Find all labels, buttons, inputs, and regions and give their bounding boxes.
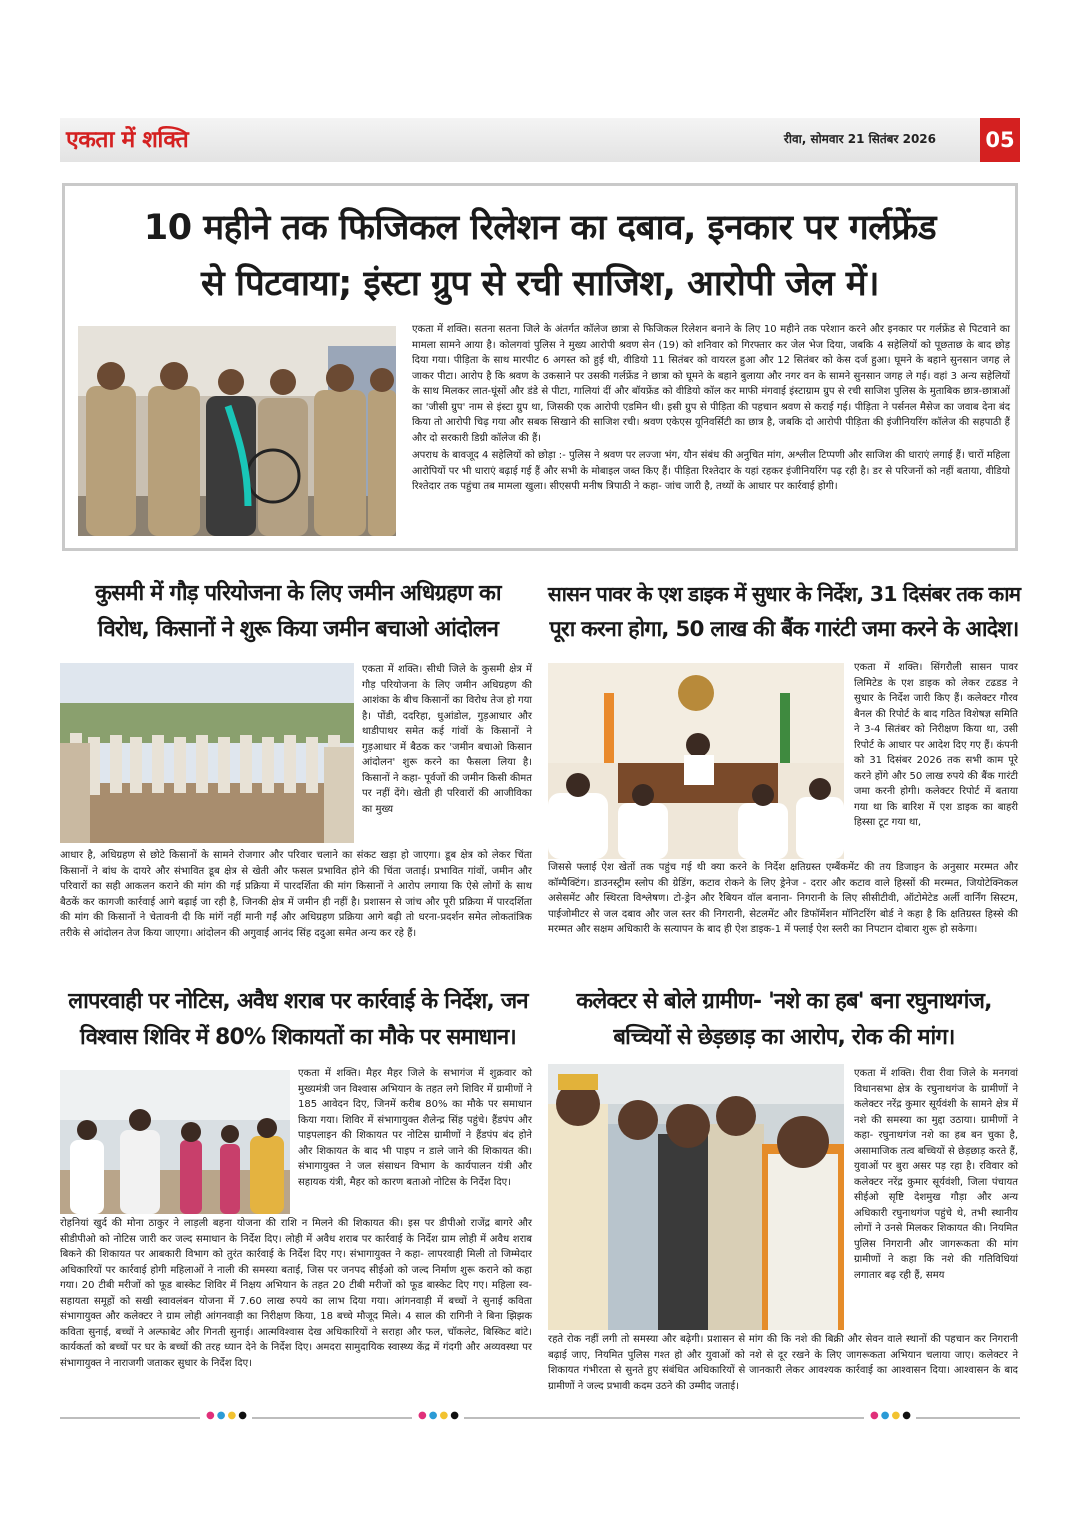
- maihar-side-text: एकता में शक्ति। मैहर मैहर जिले के सभागंज में शुक्रवार को मुख्यमंत्री जन विश्वास अभियान के तहत लगे शिविर में ग्रामीणों ने 185 आवेदन दिए, जिनमें करीब 80% का मौके पर समाधान किया गया। शिविर में संभागायुक्त शैलेन्द्र सिंह पहुंचे। हैंडपंप और पाइपलाइन की शिकायत पर नोटिस ग्रामीणों ने हैंडपंप बंद होने और शिकायत के बाद भी पाइप न डाले जाने की शिकायत की। संभागायुक्त ने जल संसाधन विभाग के कार्यपालन यंत्री और सहायक यंत्री, मैहर को कारण बताओ नोटिस के निर्देश दिए।: [298, 1068, 532, 1188]
- sasan-headline: [546, 576, 1022, 648]
- sasan-headline-line2: पूरा करना होगा, 50 लाख की बैंक गारंटी जमा करने के आदेश।: [549, 617, 1019, 642]
- lead-headline: [70, 200, 1010, 312]
- sasan-side-text: एकता में शक्ति। सिंगरौली सासन पावर लिमिटेड के एश डाइक को लेकर टढडड ने सुधार के निर्देश जारी किए हैं। कलेक्टर गौरव बैनल की रिपोर्ट के बाद गठित विशेषज्ञ समिति ने 3-4 सितंबर को निरीक्षण किया था, उसी रिपोर्ट के आधार पर आदेश दिए गए हैं। कंपनी को 31 दिसंबर 2026 तक सभी काम पूरे करने होंगे और 50 लाख रुपये की बैंक गारंटी जमा करनी होगी। कलेक्टर रिपोर्ट में बताया गया था कि बारिश में एश डाइक का बाहरी हिस्सा टूट गया था,: [854, 662, 1018, 828]
- footer-rule-mid-right: [464, 1417, 864, 1419]
- lead-story-body: [412, 322, 1010, 542]
- rewa-side-text: एकता में शक्ति। रीवा रीवा जिले के मनगवां विधानसभा क्षेत्र के रघुनाथगंज के ग्रामीणों ने कलेक्टर नरेंद्र कुमार सूर्यवंशी के सामने क्षेत्र में नशे की समस्या का मुद्दा उठाया। ग्रामीणों ने कहा- रघुनाथगंज नशे का हब बन चुका है, असामाजिक तत्व बच्चियों से छेड़छाड़ करते हैं, युवाओं पर बुरा असर पड़ रहा है। रविवार को कलेक्टर नरेंद्र कुमार सूर्यवंशी, जिला पंचायत सीईओ सृष्टि देशमुख गौड़ा और अन्य अधिकारी रघुनाथगंज पहुंचे थे, तभी स्थानीय लोगों ने उनसे मिलकर शिकायत की। नियमित पुलिस निगरानी और जागरूकता की मांग ग्रामीणों ने कहा कि नशे की गतिविधियां लगातार बढ़ रही हैं, समय: [854, 1068, 1018, 1281]
- maihar-full-text: रोहनियां खुर्द की मोना ठाकुर ने लाड़ली बहना योजना की राशि न मिलने की शिकायत की। इस पर डीपीओ राजेंद्र बागरे और सीडीपीओ को नोटिस जारी कर जल्द समाधान के निर्देश दिए। लोही में अवैध शराब पर कार्रवाई के निर्देश ग्राम लोही में अवैध शराब बिकने की शिकायत पर आबकारी विभाग को तुरंत कार्रवाई के निर्देश दिए गए। संभागायुक्त ने कहा- लापरवाही मिली तो जिम्मेदार अधिकारियों पर कार्रवाई होगी महिलाओं ने नाली की समस्या बताई, जिस पर जनपद सीईओ को जल्द निर्माण शुरू कराने को कहा गया। 20 टीबी मरीजों को फूड बास्केट शिविर में निक्षय अभियान के तहत 20 टीबी मरीजों को फूड बास्केट दिए गए। महिला स्व-सहायता समूहों को सखी स्वावलंबन योजना में 7.60 लाख रुपये का लाभ दिया गया। आंगनवाड़ी में बच्चों ने सुनाई कविता संभागायुक्त और कलेक्टर ने ग्राम लोही आंगनवाड़ी का निरीक्षण किया, 18 बच्चे मौजूद मिले। 4 साल की रागिनी ने बिना झिझक कविता सुनाई, बच्चों ने अल्फाबेट और गिनती सुनाई। आत्मविश्वास देख अधिकारियों ने सराहा और फल, चॉकलेट, बिस्किट बांटे। कार्यकर्ता को बच्चों पर घर के बच्चों की तरह ध्यान देने के निर्देश दिए। अमदरा सामुदायिक स्वास्थ्य केंद्र में गंदगी और अव्यवस्था पर संभागायुक्त ने नाराजगी जताकर सुधार के निर्देश दिए।: [60, 1218, 532, 1369]
- lead-headline-line2: से पिटवाया; इंस्टा ग्रुप से रची साजिश, आरोपी जेल में।: [200, 264, 880, 304]
- registration-dots-left: ●●●●: [206, 1410, 249, 1421]
- rewa-photo-villagers-collector: [548, 1064, 844, 1330]
- issue-date: रीवा, सोमवार 21 सितंबर 2026: [783, 132, 936, 146]
- kusmi-side-text: एकता में शक्ति। सीधी जिले के कुसमी क्षेत्र में गौड़ परियोजना के लिए जमीन अधिग्रहण की आशंका के बीच किसानों का विरोध तेज हो गया है। पोंडी, ददरिहा, धुआंडोल, गुड़आधार और थाडीपाथर समेत कई गांवों के किसानों ने गुड़आधार में बैठक कर 'जमीन बचाओ किसान आंदोलन' शुरू करने का फैसला लिया है। किसानों ने कहा- पूर्वजों की जमीन किसी कीमत पर नहीं देंगे। खेती ही परिवारों की आजीविका का मुख्य: [362, 664, 532, 815]
- page-number: 05: [980, 118, 1020, 162]
- kusmi-headline-line1: कुसमी में गौड़ परियोजना के लिए जमीन अधिग्रहण का: [95, 581, 501, 606]
- masthead: [60, 118, 1020, 162]
- lead-paragraph-2: अपराध के बावजूद 4 सहेलियों को छोड़ा :- पुलिस ने श्रवण पर लज्जा भंग, यौन संबंध की अनुचित मांग, अश्लील टिप्पणी और साजिश की धाराएं लगाई हैं। चारों महिला आरोपियों पर भी धाराएं बढ़ाई गई हैं और सभी के मोबाइल जब्त किए हैं। पीड़िता रिश्तेदार के यहां रहकर इंजीनियरिंग पढ़ रही है। डर से परिजनों को नहीं बताया, वीडियो रिश्तेदार तक पहुंचा तब मामला खुला। सीएसपी मनीष त्रिपाठी ने कहा- जांच जारी है, तथ्यों के आधार पर कार्रवाई होगी।: [412, 450, 1010, 492]
- rewa-headline-line1: कलेक्टर से बोले ग्रामीण- 'नशे का हब' बना रघुनाथगंज,: [576, 989, 992, 1014]
- rewa-headline-line2: बच्चियों से छेड़छाड़ का आरोप, रोक की मांग।: [613, 1025, 955, 1050]
- maihar-headline-line2: विश्वास शिविर में 80% शिकायतों का मौके पर समाधान।: [80, 1025, 516, 1050]
- sasan-headline-line1: सासन पावर के एश डाइक में सुधार के निर्देश, 31 दिसंबर तक काम: [547, 582, 1021, 606]
- sasan-full-text: जिससे फ्लाई ऐश खेतों तक पहुंच गई थी क्या करने के निर्देश क्षतिग्रस्त एम्बैंकमेंट की तय डिजाइन के अनुसार मरम्मत और कॉम्पैक्टिंग। डाउनस्ट्रीम स्लोप की ग्रेडिंग, कटाव रोकने के लिए ड्रेनेज - दरार और कटाव वाले हिस्सों की मरम्मत, जियोटेक्निकल असेसमेंट और स्थिरता विश्लेषण। टो-ड्रेन और रैबियन वॉल बनाना- निगरानी के लिए सीसीटीवी, ऑटोमेटेड अर्ली वार्निंग सिस्टम, पाईजोमीटर से जल दबाव और जल स्तर की निगरानी, सेटलमेंट और डिफॉर्मेशन मॉनिटरिंग बोर्ड ने कहा है कि क्षतिग्रस्त हिस्से की मरम्मत और सक्षम अधिकारी के सत्यापन के बाद ही ऐश डाइक-1 में फ्लाई ऐश स्लरी का निपटान दोबारा शुरू हो सकेगा।: [548, 862, 1018, 935]
- kusmi-full-text: आधार है, अधिग्रहण से छोटे किसानों के सामने रोजगार और परिवार चलाने का संकट खड़ा हो जाएगा। डूब क्षेत्र को लेकर चिंता किसानों ने बांध के दायरे और संभावित डूब क्षेत्र से खेती और फसल प्रभावित होने की चिंता जताई। प्रभावित गांवों, जमीन और परिवारों का सही आकलन कराने की मांग की गई प्रक्रिया में पारदर्शिता की मांग किसानों ने आरोप लगाया कि ऐसे लोगों के साथ बैठकें कर कागजी कार्रवाई आगे बढ़ाई जा रही है, जिनकी क्षेत्र में जमीन ही नहीं है। प्रशासन से जांच और पूरी प्रक्रिया में पारदर्शिता की मांग की किसानों ने चेतावनी दी कि मांगें नहीं मानी गईं और अधिग्रहण प्रक्रिया आगे बढ़ी तो धरना-प्रदर्शन समेत लोकतांत्रिक तरीके से आंदोलन तेज किया जाएगा। आंदोलन की अगुवाई आनंद सिंह ददुआ समेत अन्य कर रहे हैं।: [60, 850, 532, 939]
- footer-rule-left: [60, 1417, 200, 1419]
- footer-rule-mid-left: [252, 1417, 412, 1419]
- lead-photo-police-accused: [78, 326, 396, 536]
- maihar-headline: [60, 984, 536, 1056]
- registration-dots-mid: ●●●●: [418, 1410, 461, 1421]
- registration-dots-right: ●●●●: [870, 1410, 913, 1421]
- kusmi-headline: [60, 576, 536, 648]
- rewa-full-text: रहते रोक नहीं लगी तो समस्या और बढ़ेगी। प्रशासन से मांग की कि नशे की बिक्री और सेवन वाले स्थानों की पहचान कर निगरानी बढ़ाई जाए, नियमित पुलिस गश्त हो और युवाओं को नशे से दूर रखने के लिए जागरूकता अभियान चलाया जाए। कलेक्टर ने शिकायत गंभीरता से सुनते हुए संबंधित अधिकारियों से जानकारी लेकर आवश्यक कार्रवाई का आश्वासन दिया। आश्वासन के बाद ग्रामीणों ने जल्द प्रभावी कदम उठने की उम्मीद जताई।: [548, 1334, 1018, 1392]
- footer-rule-right: [916, 1417, 1020, 1419]
- newspaper-title: एकता में शक्ति: [66, 127, 189, 153]
- lead-headline-line1: 10 महीने तक फिजिकल रिलेशन का दबाव, इनकार पर गर्लफ्रेंड: [143, 208, 937, 248]
- kusmi-photo-farmers-meeting: [60, 663, 354, 843]
- kusmi-headline-line2: विरोध, किसानों ने शुरू किया जमीन बचाओ आंदोलन: [97, 617, 499, 642]
- maihar-headline-line1: लापरवाही पर नोटिस, अवैध शराब पर कार्रवाई के निर्देश, जन: [68, 989, 528, 1014]
- sasan-photo-collector-office: [548, 663, 844, 859]
- lead-paragraph-1: एकता में शक्ति। सतना सतना जिले के अंतर्गत कॉलेज छात्रा से फिजिकल रिलेशन बनाने के लिए 10 महीने तक परेशान करने और इनकार पर गर्लफ्रेंड से पिटवाने का मामला सामने आया है। कोलगवां पुलिस ने मुख्य आरोपी श्रवण सेन (19) को शनिवार को गिरफ्तार कर जेल भेज दिया, जबकि 4 सहेलियों को पूछताछ के बाद छोड़ दिया गया। पीड़िता के साथ मारपीट 6 अगस्त को हुई थी, वीडियो 11 सितंबर को वायरल हुआ और 12 सितंबर को केस दर्ज हुआ। घूमने के बहाने सुनसान जगह ले जाकर पीटा। आरोप है कि श्रवण के उकसाने पर उसकी गर्लफ्रेंड ने छात्रा को घूमने के बहाने बुलाया और नगर वन के सामने सुनसान जगह ले गई। वहां 3 अन्य सहेलियों के साथ मिलकर लात-घूंसों और डंडे से पीटा, गालियां दीं और बॉयफ्रेंड को वीडियो कॉल कर माफी मंगवाई इंस्टाग्राम ग्रुप से रची साजिश पुलिस के मुताबिक छात्र-छात्राओं का 'जीसी ग्रुप' नाम से इंस्टा ग्रुप था, जिसकी एक आरोपी एडमिन थी। इसी ग्रुप से पीड़िता की पहचान श्रवण से कराई गई। पीड़िता ने पर्सनल मैसेज का जवाब देना बंद किया तो आरोपी चिढ़ गया और सबक सिखाने की साजिश रची। श्रवण एकेएस यूनिवर्सिटी का छात्र है, जबकि दो आरोपी पीड़िता की इंजीनियरिंग कॉलेज की सहपाठी हैं और दो सरकारी डिग्री कॉलेज की हैं।: [412, 324, 1010, 444]
- rewa-headline: [546, 984, 1022, 1056]
- maihar-photo-camp: [60, 1070, 290, 1214]
